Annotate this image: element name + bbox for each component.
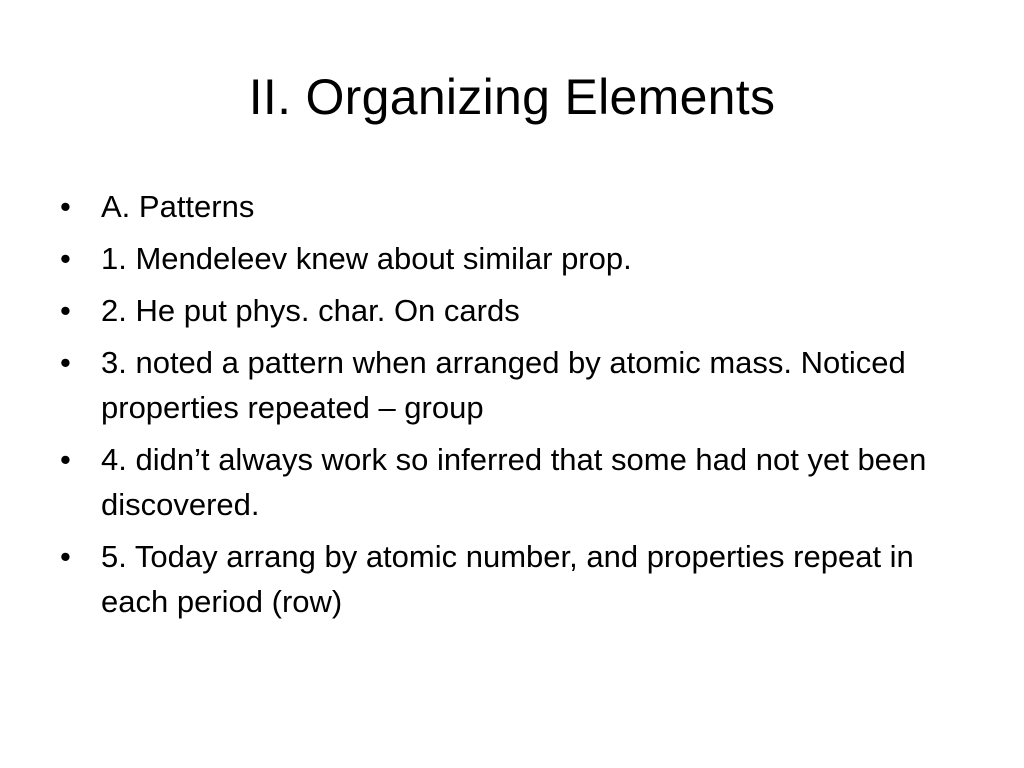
- bullet-item-2: [56, 288, 976, 333]
- bullet-icon: •: [60, 293, 71, 328]
- bullet-item-4: [56, 437, 976, 527]
- bullet-text: 3. noted a pattern when arranged by atomic mass. Noticed properties repeated – group: [101, 345, 906, 425]
- bullet-item-3: [56, 340, 976, 430]
- slide-title: II. Organizing Elements: [248, 69, 776, 125]
- bullet-icon: •: [60, 442, 71, 477]
- bullet-icon: •: [60, 189, 71, 224]
- bullet-text: 2. He put phys. char. On cards: [101, 293, 520, 328]
- bullet-text: 5. Today arrang by atomic number, and properties repeat in each period (row): [101, 539, 914, 619]
- bullet-icon: •: [60, 241, 71, 276]
- bullet-item-a-patterns: [56, 184, 976, 229]
- bullet-item-5: [56, 534, 976, 624]
- bullet-list: [56, 184, 976, 631]
- bullet-icon: •: [60, 345, 71, 380]
- bullet-item-1: [56, 236, 976, 281]
- bullet-text: 1. Mendeleev knew about similar prop.: [101, 241, 632, 276]
- bullet-icon: •: [60, 539, 71, 574]
- bullet-text: A. Patterns: [101, 189, 255, 224]
- bullet-text: 4. didn’t always work so inferred that some had not yet been discovered.: [101, 442, 927, 522]
